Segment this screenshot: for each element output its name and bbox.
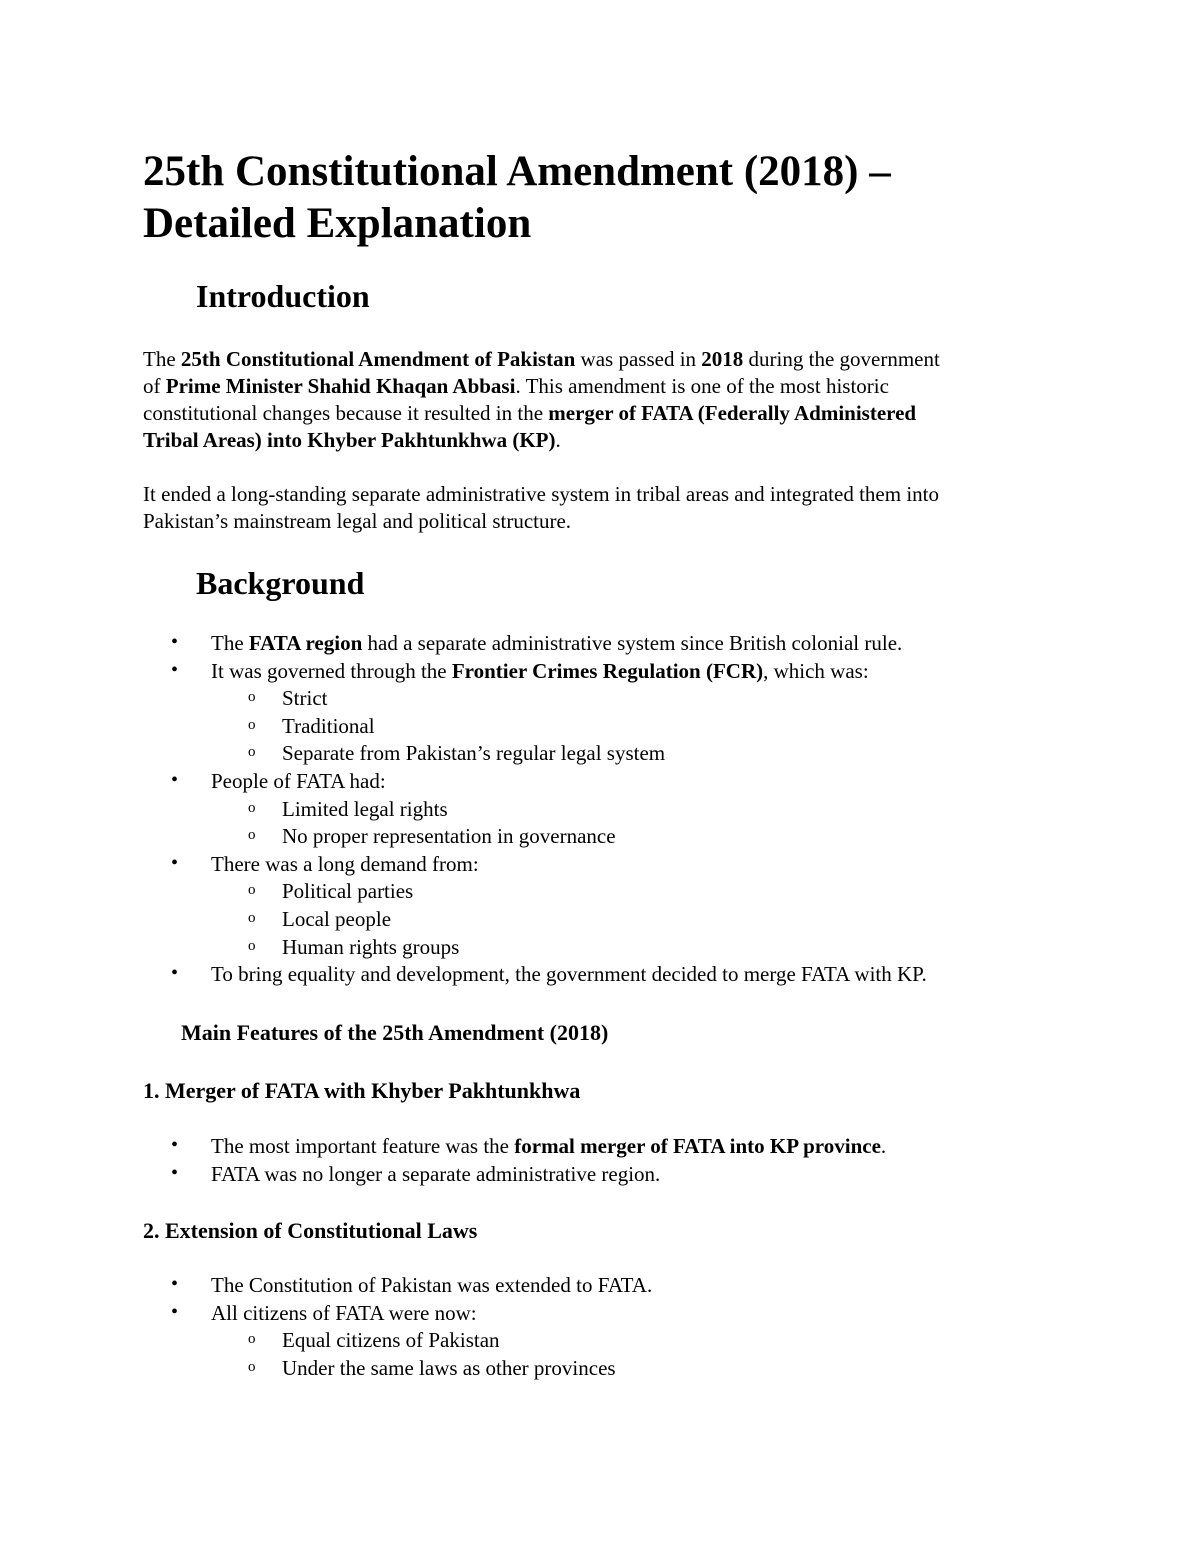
- circle-bullet-icon: o: [248, 882, 256, 899]
- text-run: Limited legal rights: [282, 796, 448, 821]
- list-item-text: [282, 1356, 616, 1381]
- text-line: [143, 427, 940, 454]
- bullet-icon: •: [171, 851, 179, 874]
- text-run: . This amendment is one of the most historic: [515, 374, 889, 398]
- text-run: Traditional: [282, 713, 375, 738]
- text-run: Strict: [282, 686, 328, 711]
- document-title-line-1: 25th Constitutional Amendment (2018) –: [143, 148, 891, 195]
- text-run: FATA was no longer a separate administrative region.: [211, 1161, 661, 1186]
- bullet-icon: •: [171, 1161, 179, 1184]
- list-item-text: [282, 935, 459, 960]
- list-item-text: [211, 631, 902, 656]
- text-run: The: [143, 347, 181, 371]
- list-item-text: [282, 1328, 500, 1353]
- text-run: had a separate administrative system since British colonial rule.: [362, 631, 903, 655]
- list-item-text: [211, 1301, 477, 1326]
- heading-section-2: 2. Extension of Constitutional Laws: [143, 1218, 478, 1243]
- bold-text: merger of FATA (Federally Administered: [548, 401, 917, 425]
- text-run: The Constitution of Pakistan was extended to FATA.: [211, 1273, 653, 1297]
- bullet-icon: •: [171, 1134, 179, 1156]
- text-run: The most important feature was the: [211, 1134, 515, 1158]
- text-run: during the government: [743, 347, 940, 371]
- text-run: Political parties: [282, 879, 414, 904]
- bold-text: Prime Minister Shahid Khaqan Abbasi: [165, 374, 516, 398]
- list-item-text: [211, 1273, 652, 1298]
- text-run: , which was:: [763, 658, 869, 683]
- intro-paragraph-2: [143, 481, 939, 535]
- text-run: People of FATA had:: [211, 769, 386, 793]
- bold-text: 25th Constitutional Amendment of Pakistan: [180, 347, 576, 371]
- circle-bullet-icon: o: [248, 689, 256, 706]
- bullet-icon: •: [171, 1273, 179, 1295]
- heading-section-1: 1. Merger of FATA with Khyber Pakhtunkhwa: [143, 1078, 581, 1103]
- text-run: To bring equality and development, the government decided to merge FATA with KP.: [211, 962, 927, 987]
- text-run: .: [880, 1134, 887, 1158]
- text-run: Pakistan’s mainstream legal and political structure.: [143, 509, 572, 533]
- circle-bullet-icon: o: [248, 937, 256, 954]
- list-item-text: [211, 1134, 886, 1159]
- list-item-text: [211, 962, 927, 987]
- document-title-line-2: Detailed Explanation: [143, 200, 532, 247]
- text-line: [143, 346, 940, 373]
- text-run: Local people: [282, 907, 392, 931]
- list-item-text: [282, 686, 328, 711]
- list-item-text: [282, 714, 375, 739]
- list-item-text: [211, 659, 869, 684]
- text-run: was passed in: [575, 347, 702, 371]
- text-run: Under the same laws as other provinces: [282, 1355, 616, 1380]
- circle-bullet-icon: o: [248, 744, 256, 761]
- text-run: of: [143, 374, 166, 398]
- bold-text: FATA region: [248, 631, 363, 655]
- bullet-icon: •: [171, 962, 179, 985]
- list-item-text: [282, 879, 413, 904]
- bullet-icon: •: [171, 631, 179, 653]
- text-run: There was a long demand from:: [211, 851, 479, 876]
- text-run: No proper representation in governance: [282, 824, 616, 849]
- text-run: constitutional changes because it resulted in the: [143, 401, 549, 425]
- list-item-text: [282, 741, 665, 766]
- circle-bullet-icon: o: [248, 910, 256, 926]
- text-run: It ended a long-standing separate administrative system in tribal areas and integrated them into: [143, 482, 940, 506]
- text-line: [143, 373, 940, 400]
- text-run: The: [211, 631, 249, 655]
- text-run: Separate from Pakistan’s regular legal system: [282, 741, 666, 766]
- text-line: [143, 481, 939, 508]
- list-item-text: [211, 852, 479, 877]
- circle-bullet-icon: o: [248, 716, 256, 733]
- text-run: .: [555, 428, 561, 452]
- text-run: All citizens of FATA were now:: [211, 1300, 477, 1325]
- circle-bullet-icon: o: [248, 1331, 256, 1348]
- circle-bullet-icon: o: [248, 799, 256, 816]
- bold-text: Tribal Areas) into Khyber Pakhtunkhwa (KP): [143, 428, 556, 452]
- bold-text: Frontier Crimes Regulation (FCR): [451, 658, 764, 683]
- list-item-text: [282, 907, 391, 932]
- heading-background: Background: [196, 565, 365, 601]
- text-line: [143, 508, 939, 535]
- list-item-text: [282, 797, 448, 822]
- text-run: It was governed through the: [211, 658, 452, 683]
- text-run: Equal citizens of Pakistan: [282, 1328, 500, 1353]
- list-item-text: [282, 824, 616, 849]
- text-run: Human rights groups: [282, 934, 460, 959]
- bold-text: formal merger of FATA into KP province: [514, 1134, 881, 1158]
- text-line: [143, 400, 940, 427]
- bullet-icon: •: [171, 769, 179, 791]
- heading-main-features: Main Features of the 25th Amendment (2018): [181, 1020, 609, 1045]
- circle-bullet-icon: o: [248, 827, 256, 844]
- bold-text: 2018: [701, 347, 744, 371]
- list-item-text: [211, 769, 386, 794]
- bullet-icon: •: [171, 1300, 179, 1323]
- list-item-text: [211, 1162, 660, 1187]
- heading-introduction: Introduction: [196, 278, 370, 314]
- bullet-icon: •: [171, 658, 179, 681]
- circle-bullet-icon: o: [248, 1358, 256, 1375]
- intro-paragraph-1: [143, 346, 940, 454]
